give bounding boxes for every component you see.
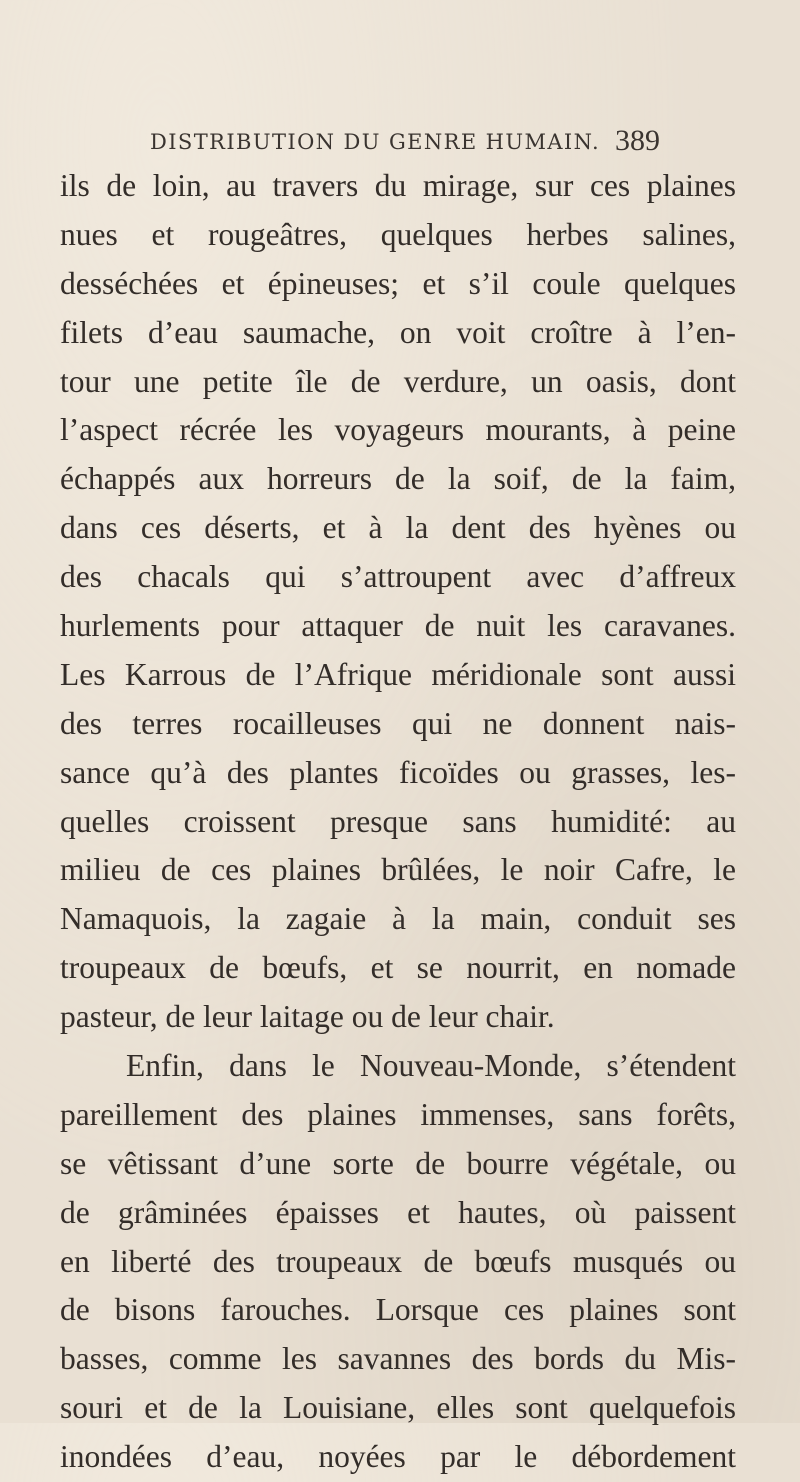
text-line: quelles croissent presque sans humidité: au bbox=[60, 803, 736, 839]
text-line: échappés aux horreurs de la soif, de la faim, bbox=[60, 461, 736, 497]
text-line: tour une petite île de verdure, un oasis, dont bbox=[60, 363, 736, 399]
running-head-title: DISTRIBUTION DU GENRE HUMAIN. bbox=[150, 130, 601, 154]
text-line: filets d’eau saumache, on voit croître à l’en- bbox=[60, 314, 736, 350]
text-line: se vêtissant d’une sorte de bourre végétale, ou bbox=[60, 1145, 736, 1181]
text-line: souri et de la Louisiane, elles sont quelquefois bbox=[60, 1390, 736, 1426]
text-line: hurlements pour attaquer de nuit les caravanes. bbox=[60, 608, 736, 644]
page-number: 389 bbox=[615, 124, 660, 157]
text-line: ils de loin, au travers du mirage, sur ces plaines bbox=[60, 168, 736, 203]
text-line: dans ces déserts, et à la dent des hyènes ou bbox=[60, 510, 736, 546]
text-line: de grâminées épaisses et hautes, où paissent bbox=[60, 1194, 736, 1230]
text-line: de bisons farouches. Lorsque ces plaines sont bbox=[60, 1292, 736, 1328]
text-line: des terres rocailleuses qui ne donnent nais- bbox=[60, 705, 736, 741]
text-line: Les Karrous de l’Afrique méridionale sont aussi bbox=[60, 656, 736, 692]
text-line: milieu de ces plaines brûlées, le noir Cafre, le bbox=[60, 852, 736, 888]
text-line: basses, comme les savannes des bords du Mis- bbox=[60, 1341, 736, 1377]
text-line: en liberté des troupeaux de bœufs musqués ou bbox=[60, 1243, 736, 1279]
text-line: inondées d’eau, noyées par le débordement bbox=[60, 1439, 736, 1475]
text-line: nues et rougeâtres, quelques herbes salines, bbox=[60, 216, 736, 252]
text-line: troupeaux de bœufs, et se nourrit, en nomade bbox=[60, 950, 736, 986]
text-line: l’aspect récrée les voyageurs mourants, à peine bbox=[60, 412, 736, 448]
text-line: pareillement des plaines immenses, sans forêts, bbox=[60, 1096, 736, 1132]
text-line: desséchées et épineuses; et s’il coule quelques bbox=[60, 265, 736, 301]
paragraph-start-line: Enfin, dans le Nouveau-Monde, s’étendent bbox=[126, 1048, 736, 1084]
body-text bbox=[60, 162, 736, 1482]
text-line: sance qu’à des plantes ficoïdes ou grasses, les- bbox=[60, 754, 736, 790]
paragraph-end-line: pasteur, de leur laitage ou de leur chair. bbox=[60, 999, 555, 1035]
text-line: Namaquois, la zagaie à la main, conduit ses bbox=[60, 901, 736, 937]
text-line: des chacals qui s’attroupent avec d’affreux bbox=[60, 559, 736, 595]
